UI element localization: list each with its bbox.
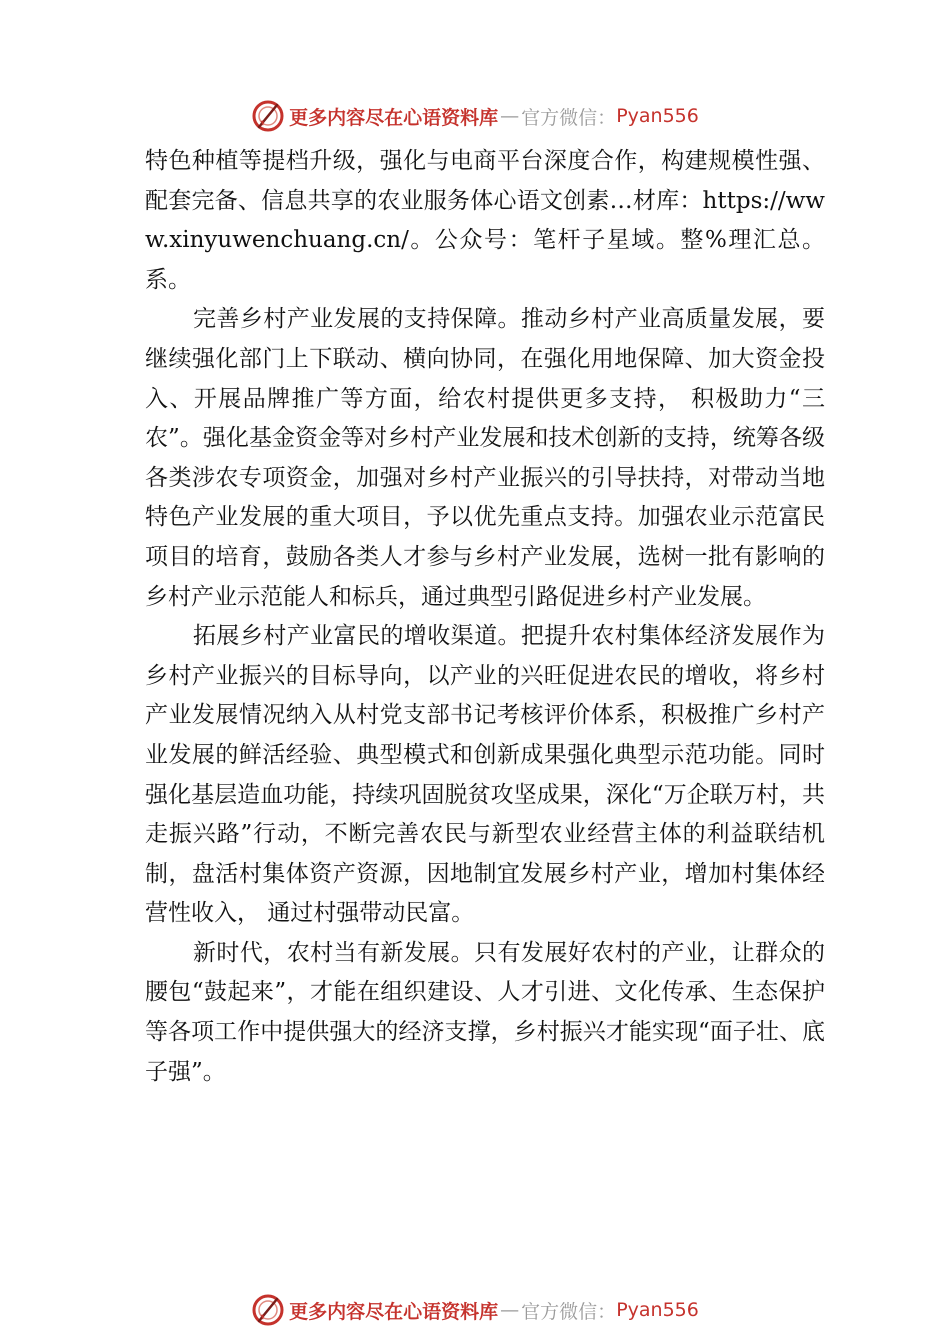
header-separator: — [500, 105, 520, 127]
footer-wechat-id: Pyan556 [616, 1299, 699, 1321]
header-brand-text: 更多内容尽在心语资料库 [289, 106, 499, 129]
header-wechat-label: 官方微信： [521, 106, 617, 129]
header-wechat-id: Pyan556 [616, 105, 699, 127]
header-banner [0, 96, 950, 136]
document-body [145, 142, 825, 1092]
footer-wechat-label: 官方微信： [521, 1300, 617, 1323]
paragraph-1: 特色种植等提档升级，强化与电商平台深度合作，构建规模性强、配套完备、信息共享的农业服务体心语文创素…材库：https://www.xinyuwenchuang.cn/。公众号：笔杆子星域。整%理汇总。系。 [145, 148, 825, 293]
paragraph-3: 拓展乡村产业富民的增收渠道。把提升农村集体经济发展作为乡村产业振兴的目标导向，以产业的兴旺促进农民的增收，将乡村产业发展情况纳入从村党支部书记考核评价体系，积极推广乡村产业发展的鲜活经验、典型模式和创新成果强化典型示范功能。同时强化基层造血功能，持续巩固脱贫攻坚成果，深化“万企联万村，共走振兴路”行动，不断完善农民与新型农业经营主体的利益联结机制，盘活村集体资产资源，因地制宜发展乡村产业，增加村集体经营性收入， 通过村强带动民富。 [145, 623, 825, 927]
paragraph-4: 新时代，农村当有新发展。只有发展好农村的产业，让群众的腰包“鼓起来”，才能在组织建设、人才引进、文化传承、生态保护等各项工作中提供强大的经济支撑，乡村振兴才能实现“面子壮、底子强”。 [145, 939, 825, 1085]
paragraph-2: 完善乡村产业发展的支持保障。推动乡村产业高质量发展，要继续强化部门上下联动、横向协同，在强化用地保障、加大资金投入、开展品牌推广等方面，给农村提供更多支持， 积极助力“三农”。强化基金资金等对乡村产业发展和技术创新的支持，统筹各级各类涉农专项资金，加强对乡村产业振兴的引导扶持，对带动当地特色产业发展的重大项目，予以优先重点支持。加强农业示范富民项目的培育，鼓励各类人才参与乡村产业发展，选树一批有影响的乡村产业示范能人和标兵，通过典型引路促进乡村产业发展。 [145, 306, 825, 610]
footer-separator: — [500, 1299, 520, 1321]
footer-brand-text: 更多内容尽在心语资料库 [289, 1300, 499, 1323]
brush-pen-logo-icon [251, 1293, 285, 1327]
brush-pen-logo-icon [251, 99, 285, 133]
footer-banner [0, 1290, 950, 1330]
